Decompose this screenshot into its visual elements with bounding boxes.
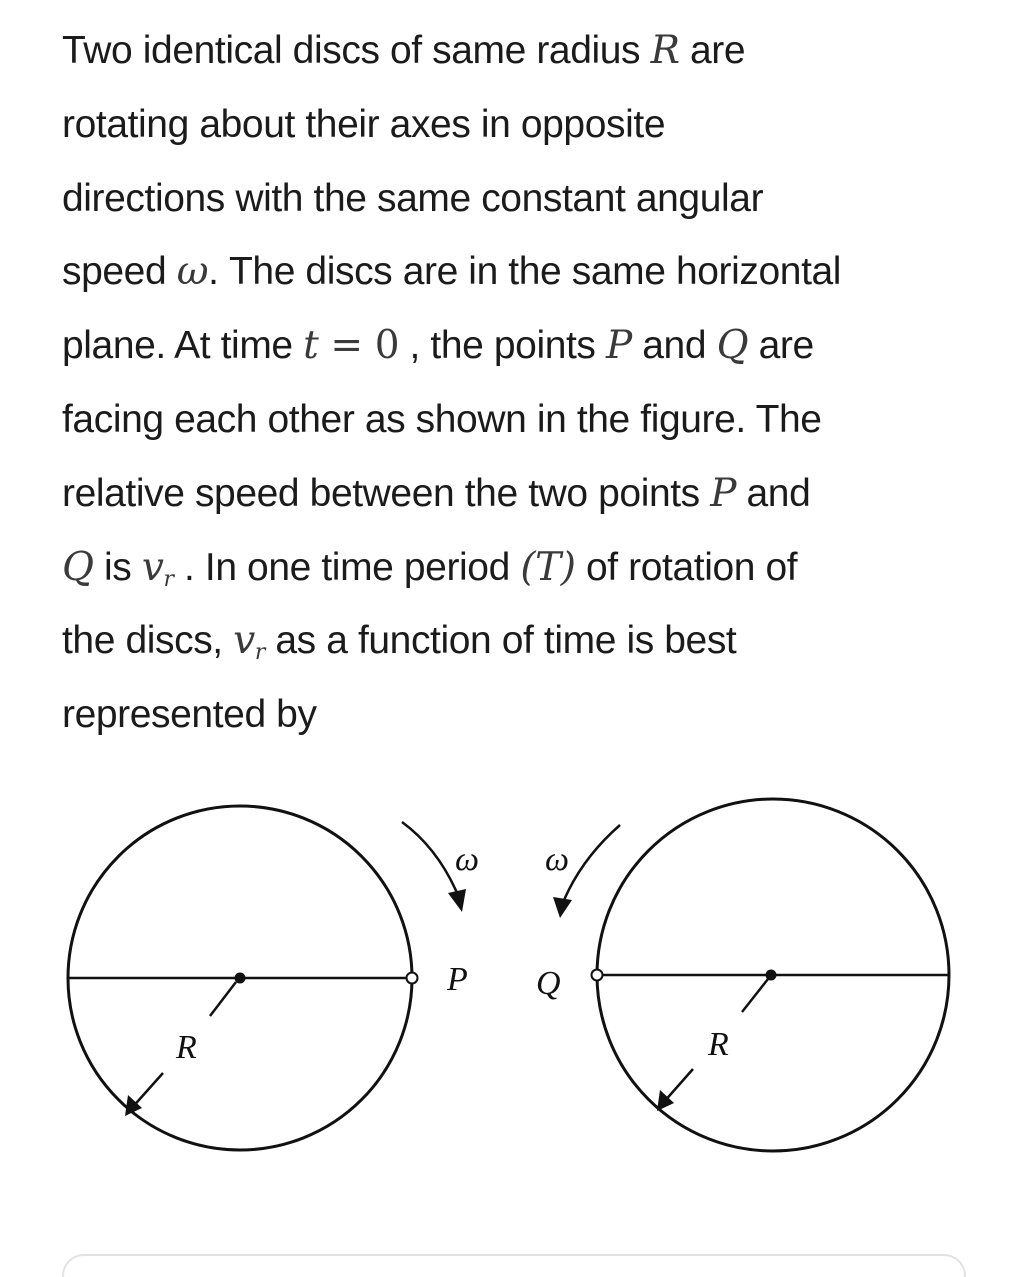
rotation-arrow-icon	[553, 897, 572, 918]
math-omega: ω	[176, 249, 209, 295]
discs-figure	[0, 770, 1024, 1190]
omega-label-left: ω	[455, 841, 480, 878]
question-text	[62, 14, 962, 752]
math-v-r: $v_r$	[141, 544, 174, 592]
answer-options-card	[62, 1254, 966, 1277]
discs-diagram	[0, 770, 1024, 1190]
math-t: t	[303, 323, 319, 369]
point-Q-marker	[592, 970, 603, 981]
point-Q-label: Q	[536, 965, 561, 1002]
right-disc	[536, 799, 949, 1151]
question-line-9: the discs, $v_r$ as a function of time is best	[62, 618, 737, 666]
math-P: P	[710, 470, 737, 516]
radius-label: R	[708, 1026, 729, 1063]
question-line-3: directions with the same constant angular	[62, 176, 764, 220]
question-line-5: plane. At time t = 0 , the points P and Q are	[62, 323, 814, 369]
center-dot-icon	[235, 973, 246, 984]
question-line-2: rotating about their axes in opposite	[62, 102, 666, 146]
question-line-4: speed ω. The discs are in the same horizontal	[62, 249, 842, 295]
math-Q: Q	[716, 323, 749, 369]
question-line-8: Q is $v_r$ . In one time period (T) of rotation of	[62, 544, 798, 592]
omega-label-right: ω	[545, 841, 570, 878]
left-disc	[68, 806, 479, 1150]
question-line-10: represented by	[62, 693, 317, 737]
point-P-label: P	[447, 961, 468, 998]
math-equals-zero: = 0	[318, 323, 400, 369]
radius-label: R	[176, 1029, 197, 1066]
math-v-r: $v_r$	[233, 618, 265, 666]
rotation-arrow-icon	[448, 889, 466, 912]
question-line-6: facing each other as shown in the figure. The	[62, 397, 822, 441]
math-radius-R: R	[650, 28, 680, 73]
point-P-marker	[407, 973, 418, 984]
math-Q: Q	[62, 544, 94, 590]
question-line-1: Two identical discs of same radius R are	[62, 28, 746, 73]
math-period-T: (T)	[520, 544, 576, 590]
question-line-7: relative speed between the two points P and	[62, 470, 811, 516]
math-P: P	[605, 323, 632, 369]
